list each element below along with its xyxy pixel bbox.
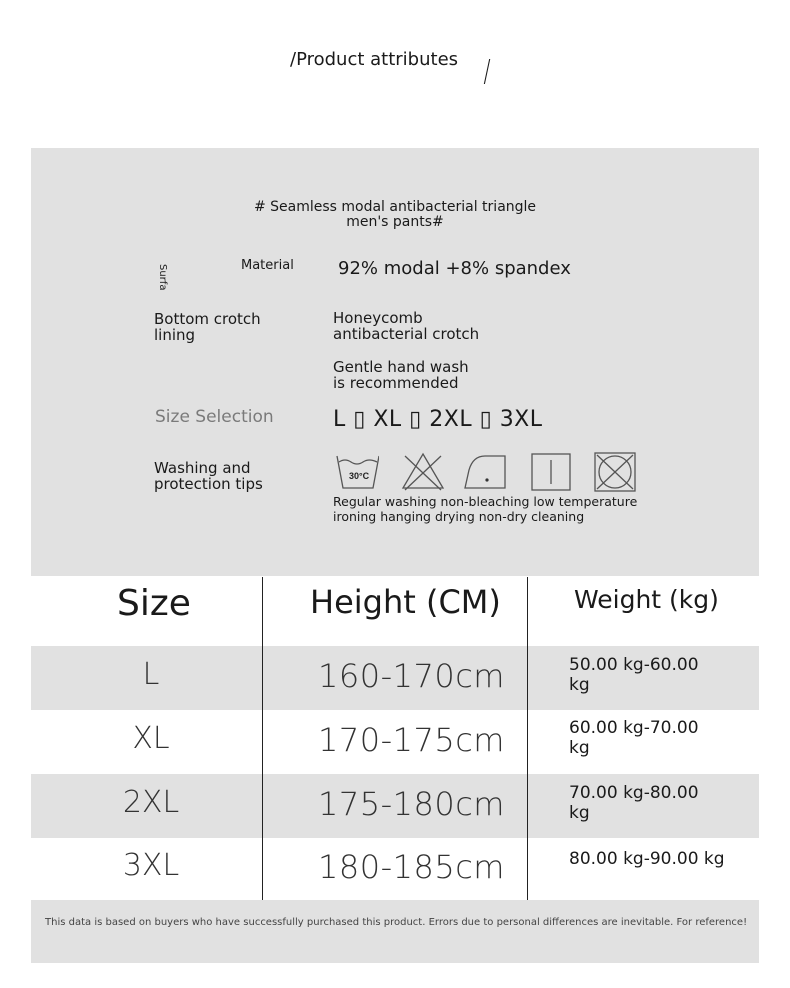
header-size: Size — [117, 583, 191, 624]
crotch-value — [333, 310, 479, 342]
no-dry-clean-icon — [593, 452, 637, 492]
row-size: 3XL — [122, 848, 180, 883]
care-label-line2: protection tips — [154, 475, 263, 493]
table-row — [31, 774, 759, 838]
row-weight-line1: 70.00 kg-80.00 — [569, 783, 699, 803]
table-header-row — [31, 577, 759, 641]
size-selection-label: Size Selection — [155, 407, 274, 427]
material-label: Material — [241, 258, 294, 273]
care-label — [154, 460, 263, 492]
row-weight — [569, 849, 749, 869]
row-weight-line1: 60.00 kg-70.00 — [569, 718, 699, 738]
decorative-slash: / — [483, 54, 491, 89]
footer-note: This data is based on buyers who have successfully purchased this product. Errors due to personal differences are inevitable. For reference! — [45, 917, 748, 928]
care-description — [333, 494, 637, 524]
row-height: 160-170cm — [318, 657, 505, 695]
wash-30c-icon — [335, 452, 379, 492]
size-options: L ▯ XL ▯ 2XL ▯ 3XL — [333, 407, 543, 432]
row-weight-line2: kg — [569, 738, 590, 758]
row-weight — [569, 718, 729, 758]
low-iron-icon — [463, 452, 507, 492]
row-weight — [569, 655, 729, 695]
wash-recommendation — [333, 359, 469, 391]
care-text-line1: Regular washing non-bleaching low temperature — [333, 494, 638, 509]
product-title-line2: men's pants# — [346, 214, 444, 230]
crotch-label-line1: Bottom crotch — [154, 310, 261, 328]
header-weight: Weight (kg) — [574, 585, 719, 614]
care-label-line1: Washing and — [154, 459, 251, 477]
row-weight-line1: 80.00 kg-90.00 kg — [569, 849, 725, 869]
wash-temp-label: 30°C — [349, 471, 370, 481]
header-height: Height (CM) — [310, 583, 501, 621]
row-size: XL — [132, 721, 170, 756]
crotch-label — [154, 311, 261, 343]
wash-value-line2: is recommended — [333, 374, 459, 392]
row-weight-line2: kg — [569, 675, 590, 695]
row-weight-line2: kg — [569, 803, 590, 823]
hang-dry-icon — [529, 452, 573, 492]
page-title: /Product attributes — [290, 49, 459, 70]
size-table — [31, 577, 759, 900]
footer-note-panel — [31, 900, 759, 963]
material-value: 92% modal +8% spandex — [338, 258, 571, 279]
wash-value-line1: Gentle hand wash — [333, 358, 469, 376]
row-height: 170-175cm — [318, 721, 505, 759]
care-text-line2: ironing hanging drying non-dry cleaning — [333, 509, 585, 524]
row-weight — [569, 783, 729, 823]
row-size: L — [142, 657, 160, 692]
column-divider — [262, 577, 263, 900]
table-row — [31, 710, 759, 774]
product-title-line1: # Seamless modal antibacterial triangle — [253, 199, 537, 215]
column-divider — [527, 577, 528, 900]
row-height: 175-180cm — [318, 785, 505, 823]
row-height: 180-185cm — [318, 848, 505, 886]
crotch-label-line2: lining — [154, 326, 196, 344]
no-bleach-icon — [401, 452, 445, 492]
row-weight-line1: 50.00 kg-60.00 — [569, 655, 699, 675]
table-row — [31, 646, 759, 710]
crotch-value-line1: Honeycomb — [333, 309, 423, 327]
row-size: 2XL — [122, 785, 180, 820]
table-row — [31, 837, 759, 901]
surfa-label: Surfa — [157, 264, 168, 291]
crotch-value-line2: antibacterial crotch — [333, 325, 480, 343]
product-title — [250, 200, 540, 230]
